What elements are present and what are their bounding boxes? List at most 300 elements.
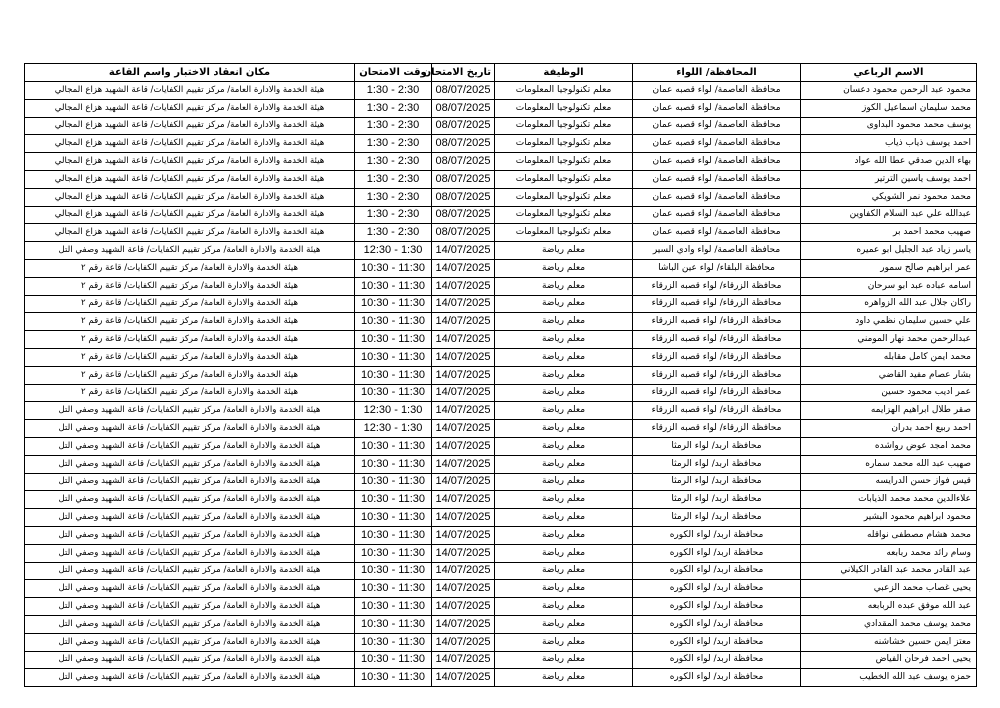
cell-date — [432, 188, 495, 206]
table-row — [25, 99, 977, 117]
cell-name: علاءالدين محمد محمد الذيابات — [801, 491, 977, 509]
cell-date — [432, 242, 495, 260]
cell-name: يحيى غصاب محمد الزعبي — [801, 580, 977, 598]
cell-time — [355, 669, 432, 687]
cell-location: هيئة الخدمة والادارة العامة/ مركز تقييم الكفايات/ قاعة الشهيد وصفي التل — [25, 402, 355, 420]
table-row — [25, 348, 977, 366]
cell-job: معلم رياضة — [495, 526, 633, 544]
date-value: 14/07/2025 — [435, 475, 491, 488]
cell-date — [432, 170, 495, 188]
table-row — [25, 580, 977, 598]
date-value: 08/07/2025 — [435, 137, 491, 150]
cell-time — [355, 224, 432, 242]
table-row — [25, 188, 977, 206]
cell-location: هيئة الخدمة والادارة العامة/ مركز تقييم الكفايات/ قاعة الشهيد وصفي التل — [25, 491, 355, 509]
cell-time — [355, 526, 432, 544]
table-row — [25, 420, 977, 438]
time-value: 1:30 - 2:30 — [366, 172, 420, 185]
cell-time — [355, 366, 432, 384]
date-value: 08/07/2025 — [435, 155, 491, 168]
cell-date — [432, 580, 495, 598]
cell-job: معلم رياضة — [495, 580, 633, 598]
cell-date — [432, 135, 495, 153]
cell-time — [355, 170, 432, 188]
cell-job: معلم رياضة — [495, 544, 633, 562]
time-value: 10:30 - 11:30 — [360, 261, 425, 274]
cell-time — [355, 509, 432, 527]
cell-name: راكان جلال عبد الله الزواهره — [801, 295, 977, 313]
cell-name: محمود عبد الرحمن محمود دعسان — [801, 82, 977, 100]
cell-location: هيئة الخدمة والادارة العامة/ مركز تقييم الكفايات/ قاعة الشهيد وصفي التل — [25, 437, 355, 455]
cell-name: محمد ايمن كامل مقابله — [801, 348, 977, 366]
cell-name: بشار عصام مفيد القاضي — [801, 366, 977, 384]
cell-governorate: محافظة الزرقاء/ لواء قصبه الزرقاء — [633, 384, 801, 402]
cell-governorate: محافظة اربد/ لواء الكوره — [633, 598, 801, 616]
table-row — [25, 242, 977, 260]
cell-date — [432, 437, 495, 455]
cell-governorate: محافظة اربد/ لواء الرمثا — [633, 437, 801, 455]
date-value: 14/07/2025 — [435, 439, 491, 452]
date-value: 14/07/2025 — [435, 457, 491, 470]
date-value: 14/07/2025 — [435, 422, 491, 435]
cell-job: معلم رياضة — [495, 455, 633, 473]
cell-date — [432, 633, 495, 651]
cell-time — [355, 491, 432, 509]
cell-job: معلم رياضة — [495, 491, 633, 509]
cell-location: هيئة الخدمة والادارة العامة/ مركز تقييم الكفايات/ قاعة الشهيد وصفي التل — [25, 526, 355, 544]
date-value: 14/07/2025 — [435, 333, 491, 346]
cell-job: معلم تكنولوجيا المعلومات — [495, 224, 633, 242]
cell-location: هيئة الخدمة والادارة العامة/ مركز تقييم الكفايات/ قاعة رقم ٢ — [25, 313, 355, 331]
header-job: الوظيفة — [495, 64, 633, 82]
cell-name: صهيب محمد احمد بر — [801, 224, 977, 242]
time-value: 12:30 - 1:30 — [363, 244, 423, 257]
table-row — [25, 633, 977, 651]
cell-location: هيئة الخدمة والادارة العامة/ مركز تقييم الكفايات/ قاعة الشهيد هزاع المجالي — [25, 206, 355, 224]
time-value: 10:30 - 11:30 — [360, 546, 425, 559]
table-row — [25, 331, 977, 349]
cell-time — [355, 598, 432, 616]
cell-name: وسام رائد محمد ربابعه — [801, 544, 977, 562]
cell-governorate: محافظة اربد/ لواء الرمثا — [633, 455, 801, 473]
table-row — [25, 170, 977, 188]
time-value: 10:30 - 11:30 — [360, 528, 425, 541]
time-value: 10:30 - 11:30 — [360, 279, 425, 292]
cell-time — [355, 420, 432, 438]
cell-job: معلم رياضة — [495, 509, 633, 527]
cell-date — [432, 313, 495, 331]
date-value: 14/07/2025 — [435, 404, 491, 417]
time-value: 1:30 - 2:30 — [366, 119, 420, 132]
time-value: 1:30 - 2:30 — [366, 137, 420, 150]
cell-location: هيئة الخدمة والادارة العامة/ مركز تقييم الكفايات/ قاعة الشهيد وصفي التل — [25, 562, 355, 580]
cell-time — [355, 348, 432, 366]
cell-location: هيئة الخدمة والادارة العامة/ مركز تقييم الكفايات/ قاعة الشهيد وصفي التل — [25, 669, 355, 687]
table-row — [25, 82, 977, 100]
cell-governorate: محافظة الزرقاء/ لواء قصبه الزرقاء — [633, 313, 801, 331]
table-row — [25, 473, 977, 491]
time-value: 1:30 - 2:30 — [366, 190, 420, 203]
cell-location: هيئة الخدمة والادارة العامة/ مركز تقييم الكفايات/ قاعة الشهيد هزاع المجالي — [25, 224, 355, 242]
cell-date — [432, 224, 495, 242]
table-row — [25, 598, 977, 616]
cell-name: صهيب عبد الله محمد سماره — [801, 455, 977, 473]
cell-date — [432, 99, 495, 117]
cell-time — [355, 544, 432, 562]
cell-name: ياسر زياد عبد الجليل ابو عميره — [801, 242, 977, 260]
date-value: 14/07/2025 — [435, 635, 491, 648]
date-value: 14/07/2025 — [435, 386, 491, 399]
cell-location: هيئة الخدمة والادارة العامة/ مركز تقييم الكفايات/ قاعة رقم ٢ — [25, 331, 355, 349]
cell-job: معلم رياضة — [495, 562, 633, 580]
date-value: 08/07/2025 — [435, 190, 491, 203]
cell-location: هيئة الخدمة والادارة العامة/ مركز تقييم الكفايات/ قاعة الشهيد وصفي التل — [25, 473, 355, 491]
table-row — [25, 295, 977, 313]
time-value: 10:30 - 11:30 — [360, 671, 425, 684]
cell-governorate: محافظة اربد/ لواء الكوره — [633, 544, 801, 562]
date-value: 08/07/2025 — [435, 208, 491, 221]
cell-name: معتز ايمن حسين خشاشنه — [801, 633, 977, 651]
date-value: 08/07/2025 — [435, 172, 491, 185]
cell-job: معلم رياضة — [495, 348, 633, 366]
table-row — [25, 153, 977, 171]
time-value: 1:30 - 2:30 — [366, 226, 420, 239]
date-value: 14/07/2025 — [435, 528, 491, 541]
time-value: 10:30 - 11:30 — [360, 511, 425, 524]
cell-job: معلم تكنولوجيا المعلومات — [495, 99, 633, 117]
exam-schedule-table — [24, 63, 977, 687]
header-location: مكان انعقاد الاختبار واسم القاعة — [25, 64, 355, 82]
cell-governorate: محافظة اربد/ لواء الرمثا — [633, 491, 801, 509]
date-value: 08/07/2025 — [435, 119, 491, 132]
cell-location: هيئة الخدمة والادارة العامة/ مركز تقييم الكفايات/ قاعة الشهيد وصفي التل — [25, 615, 355, 633]
table-row — [25, 117, 977, 135]
header-date: تاريخ الامتحان — [432, 64, 495, 82]
cell-governorate: محافظة اربد/ لواء الكوره — [633, 615, 801, 633]
table-row — [25, 562, 977, 580]
cell-time — [355, 633, 432, 651]
date-value: 14/07/2025 — [435, 653, 491, 666]
cell-date — [432, 259, 495, 277]
cell-date — [432, 669, 495, 687]
date-value: 14/07/2025 — [435, 671, 491, 684]
cell-job: معلم رياضة — [495, 420, 633, 438]
time-value: 10:30 - 11:30 — [360, 635, 425, 648]
time-value: 10:30 - 11:30 — [360, 600, 425, 612]
cell-location: هيئة الخدمة والادارة العامة/ مركز تقييم الكفايات/ قاعة الشهيد هزاع المجالي — [25, 188, 355, 206]
cell-location: هيئة الخدمة والادارة العامة/ مركز تقييم الكفايات/ قاعة رقم ٢ — [25, 384, 355, 402]
table-row — [25, 651, 977, 669]
cell-date — [432, 348, 495, 366]
cell-name: صقر طلال ابراهيم الهزايمه — [801, 402, 977, 420]
cell-time — [355, 331, 432, 349]
cell-date — [432, 153, 495, 171]
cell-date — [432, 509, 495, 527]
cell-governorate: محافظة اربد/ لواء الكوره — [633, 633, 801, 651]
cell-location: هيئة الخدمة والادارة العامة/ مركز تقييم الكفايات/ قاعة رقم ٢ — [25, 295, 355, 313]
cell-time — [355, 206, 432, 224]
time-value: 10:30 - 11:30 — [360, 439, 425, 452]
cell-date — [432, 473, 495, 491]
date-value: 14/07/2025 — [435, 582, 491, 595]
cell-name: يحيى احمد فرحان الفياض — [801, 651, 977, 669]
cell-governorate: محافظة العاصمة/ لواء قصبه عمان — [633, 153, 801, 171]
cell-time — [355, 313, 432, 331]
cell-time — [355, 135, 432, 153]
cell-name: عمر اديب محمود حسين — [801, 384, 977, 402]
cell-job: معلم رياضة — [495, 598, 633, 616]
cell-name: محمد هشام مصطفى نواقله — [801, 526, 977, 544]
cell-date — [432, 402, 495, 420]
table-row — [25, 259, 977, 277]
table-row — [25, 313, 977, 331]
date-value: 14/07/2025 — [435, 493, 491, 506]
date-value: 14/07/2025 — [435, 279, 491, 292]
date-value: 14/07/2025 — [435, 297, 491, 310]
time-value: 10:30 - 11:30 — [360, 617, 425, 630]
cell-job: معلم تكنولوجيا المعلومات — [495, 135, 633, 153]
time-value: 10:30 - 11:30 — [360, 653, 425, 666]
cell-job: معلم تكنولوجيا المعلومات — [495, 117, 633, 135]
cell-governorate: محافظة اربد/ لواء الكوره — [633, 526, 801, 544]
cell-name: عبد الله موفق عبده الربابعه — [801, 598, 977, 616]
cell-time — [355, 82, 432, 100]
cell-governorate: محافظة اربد/ لواء الكوره — [633, 651, 801, 669]
cell-time — [355, 188, 432, 206]
cell-date — [432, 615, 495, 633]
time-value: 10:30 - 11:30 — [360, 457, 425, 470]
date-value: 14/07/2025 — [435, 600, 491, 612]
cell-date — [432, 384, 495, 402]
cell-location: هيئة الخدمة والادارة العامة/ مركز تقييم الكفايات/ قاعة رقم ٢ — [25, 366, 355, 384]
cell-time — [355, 615, 432, 633]
cell-time — [355, 473, 432, 491]
cell-job: معلم رياضة — [495, 242, 633, 260]
cell-name: محمد سليمان اسماعيل الكوز — [801, 99, 977, 117]
cell-time — [355, 259, 432, 277]
cell-time — [355, 384, 432, 402]
header-governorate: المحافظة/ اللواء — [633, 64, 801, 82]
cell-location: هيئة الخدمة والادارة العامة/ مركز تقييم الكفايات/ قاعة الشهيد هزاع المجالي — [25, 82, 355, 100]
cell-location: هيئة الخدمة والادارة العامة/ مركز تقييم الكفايات/ قاعة رقم ٢ — [25, 348, 355, 366]
cell-name: قيس فواز حسن الدرايسه — [801, 473, 977, 491]
time-value: 1:30 - 2:30 — [366, 83, 420, 96]
exam-schedule-sheet — [24, 63, 976, 687]
cell-governorate: محافظة العاصمة/ لواء قصبه عمان — [633, 188, 801, 206]
cell-time — [355, 242, 432, 260]
header-time: وقت الامتحان — [355, 64, 432, 82]
cell-job: معلم رياضة — [495, 331, 633, 349]
date-value: 14/07/2025 — [435, 511, 491, 524]
time-value: 12:30 - 1:30 — [363, 404, 423, 417]
table-row — [25, 615, 977, 633]
time-value: 10:30 - 11:30 — [360, 493, 425, 506]
cell-date — [432, 598, 495, 616]
cell-governorate: محافظة الزرقاء/ لواء قصبه الزرقاء — [633, 348, 801, 366]
date-value: 08/07/2025 — [435, 226, 491, 239]
date-value: 14/07/2025 — [435, 350, 491, 363]
cell-governorate: محافظة البلقاء/ لواء عين الباشا — [633, 259, 801, 277]
cell-job: معلم تكنولوجيا المعلومات — [495, 153, 633, 171]
cell-job: معلم رياضة — [495, 473, 633, 491]
cell-governorate: محافظة العاصمة/ لواء قصبه عمان — [633, 224, 801, 242]
cell-location: هيئة الخدمة والادارة العامة/ مركز تقييم الكفايات/ قاعة الشهيد هزاع المجالي — [25, 153, 355, 171]
cell-governorate: محافظة العاصمة/ لواء قصبه عمان — [633, 135, 801, 153]
cell-governorate: محافظة الزرقاء/ لواء قصبه الزرقاء — [633, 295, 801, 313]
time-value: 10:30 - 11:30 — [360, 333, 425, 346]
header-row — [25, 64, 977, 82]
cell-location: هيئة الخدمة والادارة العامة/ مركز تقييم الكفايات/ قاعة الشهيد وصفي التل — [25, 633, 355, 651]
cell-governorate: محافظة العاصمة/ لواء قصبه عمان — [633, 99, 801, 117]
date-value: 14/07/2025 — [435, 261, 491, 274]
cell-name: يوسف محمد محمود البداوى — [801, 117, 977, 135]
cell-name: محمد محمود نمر الشويكي — [801, 188, 977, 206]
table-row — [25, 277, 977, 295]
cell-job: معلم رياضة — [495, 295, 633, 313]
cell-governorate: محافظة اربد/ لواء الكوره — [633, 669, 801, 687]
time-value: 10:30 - 11:30 — [360, 368, 425, 381]
cell-location: هيئة الخدمة والادارة العامة/ مركز تقييم الكفايات/ قاعة الشهيد هزاع المجالي — [25, 135, 355, 153]
cell-location: هيئة الخدمة والادارة العامة/ مركز تقييم الكفايات/ قاعة رقم ٢ — [25, 259, 355, 277]
cell-job: معلم رياضة — [495, 366, 633, 384]
cell-location: هيئة الخدمة والادارة العامة/ مركز تقييم الكفايات/ قاعة رقم ٢ — [25, 277, 355, 295]
cell-governorate: محافظة الزرقاء/ لواء قصبه الزرقاء — [633, 366, 801, 384]
cell-name: محمد امجد عوض رواشده — [801, 437, 977, 455]
cell-name: عبدالله علي عبد السلام الكفاوين — [801, 206, 977, 224]
cell-job: معلم تكنولوجيا المعلومات — [495, 206, 633, 224]
cell-name: احمد ربيع احمد بدران — [801, 420, 977, 438]
table-row — [25, 544, 977, 562]
cell-governorate: محافظة العاصمة/ لواء قصبه عمان — [633, 82, 801, 100]
table-row — [25, 402, 977, 420]
cell-governorate: محافظة اربد/ لواء الكوره — [633, 562, 801, 580]
cell-date — [432, 82, 495, 100]
cell-governorate: محافظة العاصمة/ لواء قصبه عمان — [633, 117, 801, 135]
cell-job: معلم رياضة — [495, 384, 633, 402]
cell-job: معلم رياضة — [495, 437, 633, 455]
time-value: 10:30 - 11:30 — [360, 315, 425, 328]
date-value: 14/07/2025 — [435, 368, 491, 381]
time-value: 1:30 - 2:30 — [366, 155, 420, 168]
cell-job: معلم رياضة — [495, 313, 633, 331]
time-value: 10:30 - 11:30 — [360, 350, 425, 363]
time-value: 12:30 - 1:30 — [363, 422, 423, 435]
cell-date — [432, 277, 495, 295]
date-value: 08/07/2025 — [435, 101, 491, 114]
time-value: 10:30 - 11:30 — [360, 475, 425, 488]
cell-job: معلم رياضة — [495, 669, 633, 687]
cell-job: معلم رياضة — [495, 633, 633, 651]
table-row — [25, 526, 977, 544]
cell-location: هيئة الخدمة والادارة العامة/ مركز تقييم الكفايات/ قاعة الشهيد وصفي التل — [25, 598, 355, 616]
cell-name: بهاء الدين صدقي عطا الله عواد — [801, 153, 977, 171]
cell-time — [355, 651, 432, 669]
time-value: 1:30 - 2:30 — [366, 101, 420, 114]
cell-location: هيئة الخدمة والادارة العامة/ مركز تقييم الكفايات/ قاعة الشهيد وصفي التل — [25, 242, 355, 260]
cell-governorate: محافظة الزرقاء/ لواء قصبه الزرقاء — [633, 277, 801, 295]
cell-time — [355, 117, 432, 135]
cell-time — [355, 295, 432, 313]
cell-date — [432, 295, 495, 313]
date-value: 14/07/2025 — [435, 315, 491, 328]
table-row — [25, 366, 977, 384]
cell-governorate: محافظة اربد/ لواء الرمثا — [633, 509, 801, 527]
cell-name: حمزه يوسف عبد الله الخطيب — [801, 669, 977, 687]
cell-governorate: محافظة اربد/ لواء الرمثا — [633, 473, 801, 491]
cell-governorate: محافظة الزرقاء/ لواء قصبه الزرقاء — [633, 420, 801, 438]
time-value: 10:30 - 11:30 — [360, 386, 425, 399]
table-row — [25, 384, 977, 402]
cell-date — [432, 651, 495, 669]
cell-name: علي حسين سليمان نظمي داود — [801, 313, 977, 331]
table-row — [25, 509, 977, 527]
time-value: 10:30 - 11:30 — [360, 582, 425, 595]
cell-time — [355, 402, 432, 420]
cell-job: معلم رياضة — [495, 259, 633, 277]
cell-name: محمد يوسف محمد المقدادي — [801, 615, 977, 633]
cell-date — [432, 206, 495, 224]
date-value: 14/07/2025 — [435, 244, 491, 257]
cell-date — [432, 117, 495, 135]
cell-name: عبد القادر محمد عبد القادر الكيلاني — [801, 562, 977, 580]
cell-name: احمد يوسف ذياب ذياب — [801, 135, 977, 153]
cell-job: معلم تكنولوجيا المعلومات — [495, 82, 633, 100]
cell-location: هيئة الخدمة والادارة العامة/ مركز تقييم الكفايات/ قاعة الشهيد وصفي التل — [25, 544, 355, 562]
cell-time — [355, 99, 432, 117]
table-row — [25, 135, 977, 153]
cell-job: معلم رياضة — [495, 651, 633, 669]
cell-location: هيئة الخدمة والادارة العامة/ مركز تقييم الكفايات/ قاعة الشهيد هزاع المجالي — [25, 170, 355, 188]
time-value: 10:30 - 11:30 — [360, 297, 425, 310]
cell-governorate: محافظة العاصمة/ لواء وادي السير — [633, 242, 801, 260]
cell-job: معلم تكنولوجيا المعلومات — [495, 188, 633, 206]
cell-time — [355, 562, 432, 580]
header-name: الاسم الرباعي — [801, 64, 977, 82]
cell-location: هيئة الخدمة والادارة العامة/ مركز تقييم الكفايات/ قاعة الشهيد وصفي التل — [25, 580, 355, 598]
table-row — [25, 455, 977, 473]
cell-name: محمود ابراهيم محمود البشير — [801, 509, 977, 527]
table-row — [25, 491, 977, 509]
cell-name: عبدالرحمن محمد نهار المومني — [801, 331, 977, 349]
cell-date — [432, 491, 495, 509]
cell-governorate: محافظة الزرقاء/ لواء قصبه الزرقاء — [633, 402, 801, 420]
cell-date — [432, 366, 495, 384]
table-row — [25, 224, 977, 242]
table-body — [25, 82, 977, 687]
cell-time — [355, 277, 432, 295]
date-value: 14/07/2025 — [435, 617, 491, 630]
date-value: 08/07/2025 — [435, 83, 491, 96]
table-row — [25, 437, 977, 455]
cell-name: عمر ابراهيم صالح سمور — [801, 259, 977, 277]
cell-governorate: محافظة العاصمة/ لواء قصبه عمان — [633, 206, 801, 224]
cell-name: اسامه عباده عبد ابو سرحان — [801, 277, 977, 295]
table-row — [25, 669, 977, 687]
cell-time — [355, 437, 432, 455]
date-value: 14/07/2025 — [435, 546, 491, 559]
cell-date — [432, 526, 495, 544]
cell-location: هيئة الخدمة والادارة العامة/ مركز تقييم الكفايات/ قاعة الشهيد وصفي التل — [25, 420, 355, 438]
time-value: 1:30 - 2:30 — [366, 208, 420, 221]
cell-time — [355, 580, 432, 598]
cell-job: معلم رياضة — [495, 277, 633, 295]
cell-name: احمد يوسف ياسين الترتير — [801, 170, 977, 188]
cell-date — [432, 544, 495, 562]
cell-date — [432, 420, 495, 438]
cell-governorate: محافظة اربد/ لواء الكوره — [633, 580, 801, 598]
cell-location: هيئة الخدمة والادارة العامة/ مركز تقييم الكفايات/ قاعة الشهيد وصفي التل — [25, 455, 355, 473]
cell-location: هيئة الخدمة والادارة العامة/ مركز تقييم الكفايات/ قاعة الشهيد هزاع المجالي — [25, 99, 355, 117]
